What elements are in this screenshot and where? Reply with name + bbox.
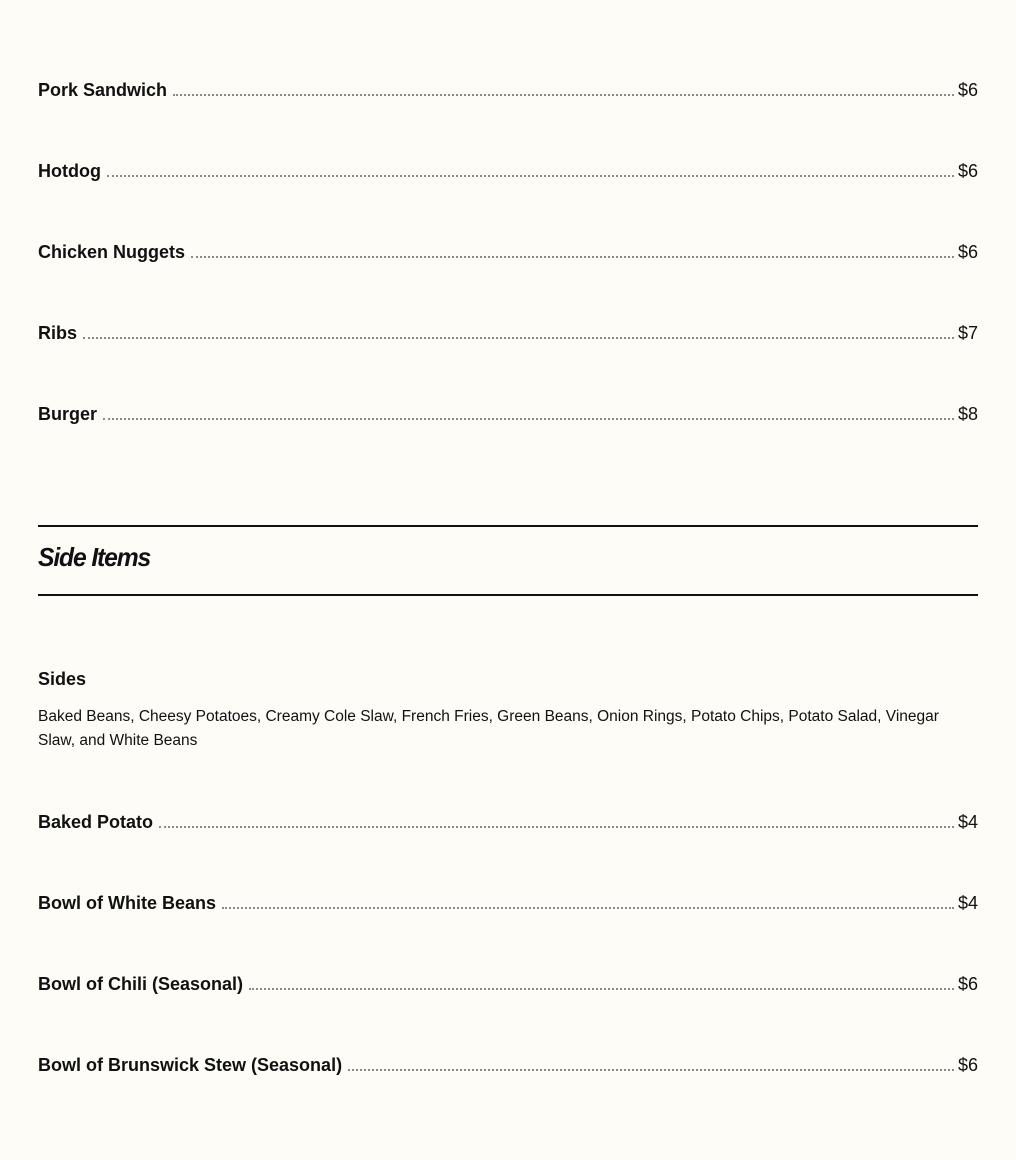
- dot-leader: [348, 1069, 954, 1071]
- side-item-row: [38, 1052, 978, 1076]
- dot-leader: [83, 337, 954, 339]
- side-item-price: $4: [957, 812, 978, 832]
- side-item-price: $6: [957, 1055, 978, 1075]
- dot-leader: [107, 175, 954, 177]
- side-item-name: Bowl of Chili (Seasonal): [38, 974, 244, 994]
- dot-leader: [103, 418, 954, 420]
- group-title: Sides: [38, 669, 87, 689]
- menu-item-price: $7: [957, 323, 978, 343]
- dot-leader: [159, 826, 954, 828]
- side-item-row: [38, 809, 978, 833]
- dot-leader: [222, 907, 954, 909]
- menu-item-row: [38, 401, 978, 425]
- dot-leader: [173, 94, 954, 96]
- side-item-price: $6: [957, 974, 978, 994]
- side-item-row: [38, 890, 978, 914]
- menu-item-row: [38, 158, 978, 182]
- side-item-name: Bowl of White Beans: [38, 893, 217, 913]
- menu-item-name: Burger: [38, 404, 98, 424]
- menu-item-price: $6: [957, 161, 978, 181]
- menu-item-price: $8: [957, 404, 978, 424]
- section-bottom-rule: [38, 594, 978, 596]
- menu-item-row: [38, 239, 978, 263]
- dot-leader: [191, 256, 954, 258]
- menu-item-name: Chicken Nuggets: [38, 242, 186, 262]
- side-item-name: Baked Potato: [38, 812, 154, 832]
- side-item-name: Bowl of Brunswick Stew (Seasonal): [38, 1055, 343, 1075]
- dot-leader: [249, 988, 954, 990]
- group-description: Baked Beans, Cheesy Potatoes, Creamy Cole Slaw, French Fries, Green Beans, Onion Rings, Potato Chips, Potato Salad, Vinegar Slaw, and White Beans: [38, 708, 939, 749]
- menu-item-name: Hotdog: [38, 161, 101, 181]
- menu-item-name: Pork Sandwich: [38, 80, 168, 100]
- menu-item-name: Ribs: [38, 323, 78, 343]
- menu-item-price: $6: [957, 242, 978, 262]
- section-top-rule: [38, 525, 978, 527]
- section-title: Side Items: [38, 542, 151, 572]
- side-item-price: $4: [957, 893, 978, 913]
- side-item-row: [38, 971, 978, 995]
- menu-item-row: [38, 77, 978, 101]
- menu-item-row: [38, 320, 978, 344]
- menu-item-price: $6: [957, 80, 978, 100]
